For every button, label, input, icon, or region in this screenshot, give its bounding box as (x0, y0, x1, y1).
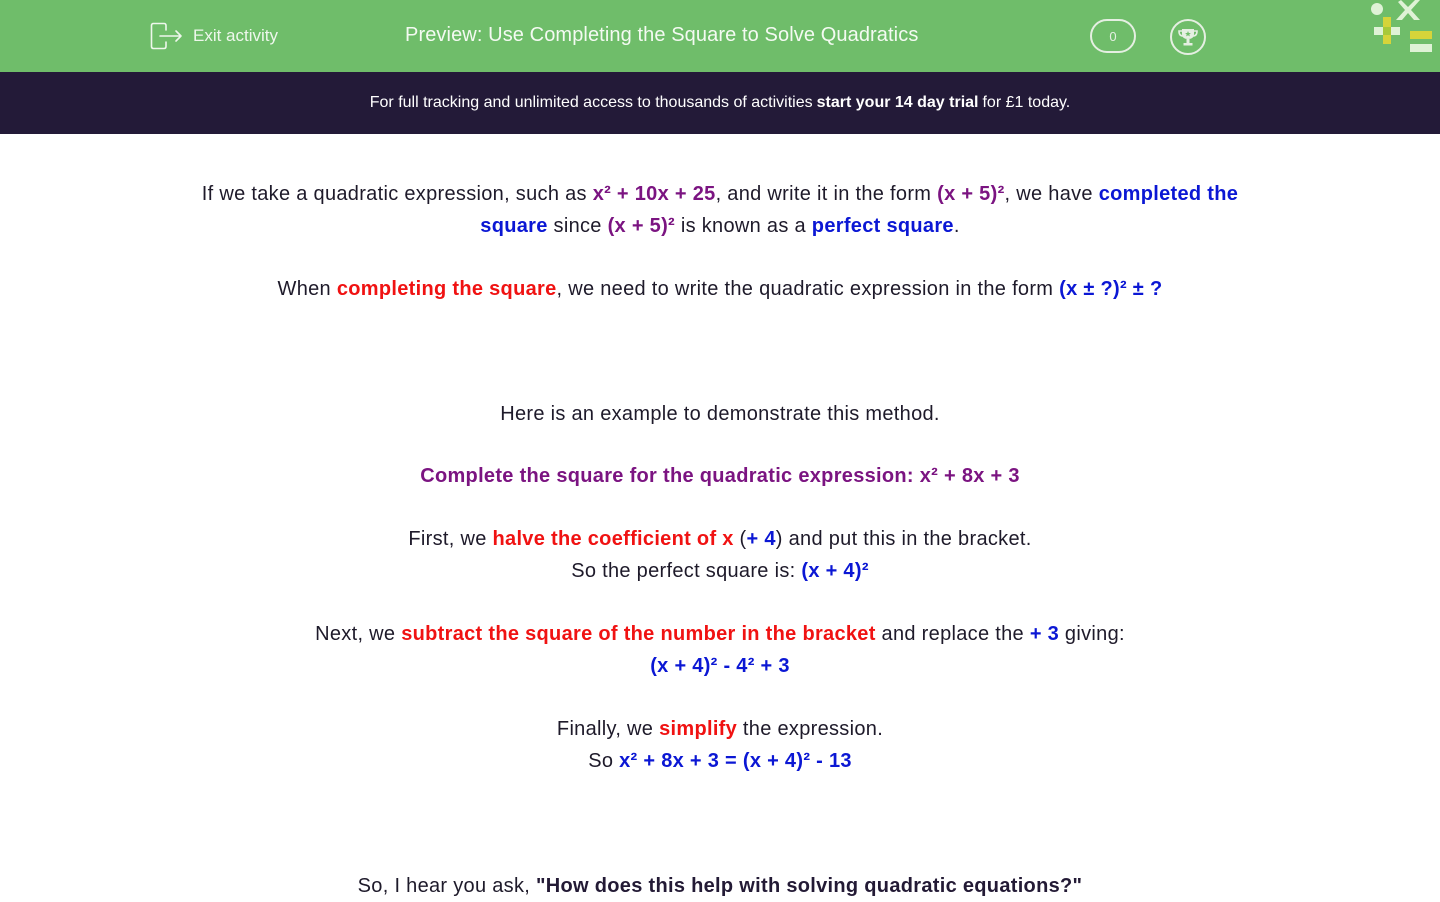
step-2-value: + 3 (1029, 623, 1060, 645)
text: First, we (408, 528, 493, 550)
text: is known as a (675, 215, 812, 237)
trial-cta-link[interactable]: start your 14 day trial (816, 94, 979, 111)
key-term-completed-square: completed the square (480, 183, 1239, 237)
example-expression: x² + 10x + 25 (592, 183, 716, 205)
step-2-result: (x + 4)² - 4² + 3 (650, 655, 790, 677)
text: So the perfect square is: (571, 560, 802, 582)
text: So (588, 750, 620, 772)
example-title: Complete the square for the quadratic expression: x² + 8x + 3 (420, 465, 1020, 487)
key-term-completing-square: completing the square (336, 278, 557, 300)
step-2-term: subtract the square of the number in the bracket (401, 623, 876, 645)
example-intro: Here is an example to demonstrate this method. (500, 403, 940, 425)
perfect-square-expression: (x + 4)² (801, 560, 869, 582)
score-value: 0 (1109, 28, 1117, 44)
banner-text: For full tracking and unlimited access to thousands of activities (369, 94, 813, 111)
question-quote: "How does this help with solving quadratic equations?" (536, 875, 1083, 897)
form-paragraph (0, 273, 1440, 305)
text: the expression. (737, 718, 884, 740)
text: . (953, 215, 960, 237)
top-bar (0, 0, 1440, 72)
question-paragraph (0, 870, 1440, 902)
text: If we take a quadratic expression, such as (201, 183, 593, 205)
text: , we have (1004, 183, 1099, 205)
text: Finally, we (556, 718, 660, 740)
step-2 (0, 618, 1440, 650)
step-3-result (0, 745, 1440, 777)
math-symbols-logo (1368, 0, 1440, 56)
intro-paragraph (0, 178, 1440, 242)
step-3-term: simplify (659, 718, 738, 740)
page-title: Preview: Use Completing the Square to Solve Quadratics (405, 24, 919, 46)
step-1-term: halve the coefficient of x (492, 528, 734, 550)
trophy-icon (1177, 26, 1199, 48)
text: , and write it in the form (715, 183, 938, 205)
exit-icon (150, 22, 183, 50)
step-1 (0, 523, 1440, 555)
text: ( (733, 528, 747, 550)
trial-banner (0, 72, 1440, 134)
text: So, I hear you ask, (357, 875, 536, 897)
text: ) and put this in the bracket. (775, 528, 1032, 550)
text: since (547, 215, 608, 237)
text: and replace the (875, 623, 1030, 645)
step-1-value: + 4 (746, 528, 776, 550)
factored-expression: (x + 5)² (937, 183, 1005, 205)
text: Next, we (315, 623, 402, 645)
text: giving: (1059, 623, 1125, 645)
banner-text-end: for £1 today. (982, 94, 1071, 111)
step-1-result (0, 555, 1440, 587)
trophy-button[interactable] (1170, 19, 1206, 55)
text: , we need to write the quadratic expression in the form (556, 278, 1060, 300)
key-term-perfect-square: perfect square (811, 215, 954, 237)
score-counter (1090, 19, 1136, 53)
general-form: (x ± ?)² ± ? (1059, 278, 1163, 300)
exit-activity-label: Exit activity (193, 26, 279, 45)
factored-expression: (x + 5)² (607, 215, 675, 237)
exit-activity-button[interactable] (150, 22, 278, 50)
final-expression: x² + 8x + 3 = (x + 4)² - 13 (619, 750, 852, 772)
step-3 (0, 713, 1440, 745)
text: When (277, 278, 337, 300)
